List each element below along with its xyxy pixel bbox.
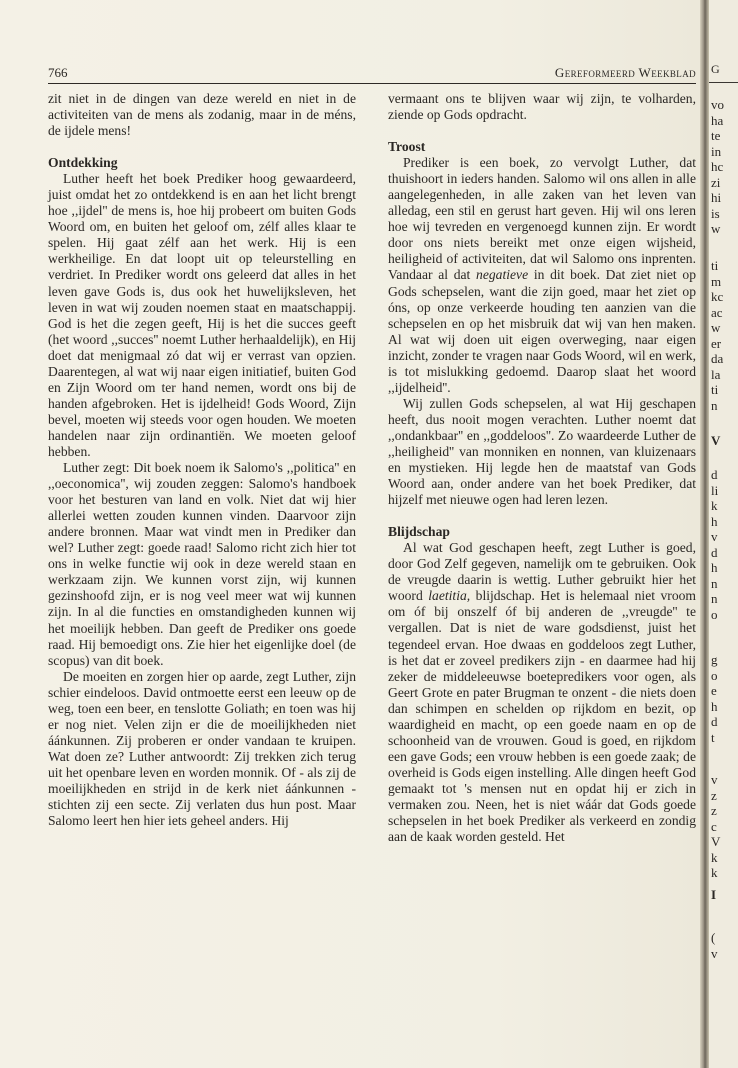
next-page-line-fragment: ac — [711, 304, 723, 320]
next-page-line-fragment: vo — [711, 97, 724, 112]
paragraph — [388, 540, 696, 845]
next-page-line-fragment: te — [711, 128, 721, 143]
next-page-line-fragment: ( — [711, 930, 716, 945]
next-page-line-fragment: n — [711, 575, 718, 591]
next-page-line-fragment: v — [711, 772, 718, 787]
next-page-line-fragment: v — [711, 945, 718, 961]
next-page-line-fragment: kc — [711, 289, 724, 304]
next-page-line-fragment: d — [711, 467, 718, 482]
header-rule — [48, 83, 696, 84]
next-page-line-fragment: c — [711, 818, 717, 834]
next-page-line-fragment: t — [711, 729, 715, 745]
next-page-line-fragment: k — [711, 849, 718, 865]
next-page-line-fragment: ha — [711, 112, 724, 128]
section-heading-ontdekking: Ontdekking — [48, 155, 118, 171]
next-page-line-fragment: d — [711, 544, 718, 560]
next-page-line-fragment: w — [711, 320, 721, 335]
next-page-header-fragment: G — [711, 62, 721, 76]
next-page-line-fragment: li — [711, 482, 719, 498]
next-page-heading-fragment: V — [711, 433, 721, 448]
right-column — [388, 91, 696, 845]
left-intro-paragraph: zit niet in de dingen van deze wereld en niet in de activiteiten van de mens als zodanig, maar in de méns, de ijdele mens! — [48, 91, 356, 139]
next-page-line-fragment: da — [711, 351, 724, 366]
next-page-line-fragment: k — [711, 498, 718, 513]
next-page-line-fragment: is — [711, 205, 720, 221]
next-page-line-fragment: er — [711, 335, 722, 351]
next-page-line-fragment: ti — [711, 382, 719, 397]
next-page-line-fragment: h — [711, 513, 718, 529]
next-page-line-fragment: h — [711, 560, 718, 575]
emphasis-negatieve: negatieve — [476, 267, 529, 283]
page-header — [48, 65, 696, 83]
next-page-line-fragment: hi — [711, 190, 722, 205]
next-page-line-fragment: e — [711, 683, 717, 698]
next-page-line-fragment: h — [711, 698, 718, 714]
next-page-line-fragment: in — [711, 143, 722, 159]
next-page-line-fragment: ti — [711, 258, 719, 273]
next-page-line-fragment: w — [711, 221, 721, 236]
next-page-line-fragment: o — [711, 667, 718, 683]
text-run: in dit boek. Dat ziet niet op Gods schepselen, want die zijn goed, maar het ziet op óns, op onze verkeerde houding ten aanzien van die schepselen en op het misbruik dat wij van hen maken. Al wat wij doen uit eigen overweging, naar eigen inzicht, zonder te vragen naar Gods Woord, wil en werk, is tot mislukking gedoemd. Daarop slaat het woord ,,ijdelheid''. — [388, 267, 696, 395]
page-number: 766 — [48, 65, 68, 80]
next-page-line-fragment: k — [711, 865, 718, 880]
next-page-line-fragment: o — [711, 606, 718, 622]
next-page-line-fragment: V — [711, 834, 721, 849]
next-page-line-fragment: d — [711, 714, 718, 729]
right-intro-paragraph: vermaant ons te blijven waar wij zijn, te volharden, ziende op Gods opdracht. — [388, 91, 696, 123]
section-heading-troost: Troost — [388, 139, 426, 155]
journal-title: Gereformeerd Weekblad — [554, 65, 696, 80]
paragraph: Luther heeft het boek Prediker hoog gewaardeerd, juist omdat het zo ontdekkend is en aan het licht brengt hoe ,,ijdel'' de mens is, hoe hij probeert om buiten Gods Woord om, en buiten het geloof om, zélf alles klaar te spelen. Hij gaat zélf aan het werk. Hij is een werkheilige. En dat loopt uit op teleurstelling en verdriet. In Prediker wordt ons geleerd dat alles in het leven gave Gods is, dus ook het huwelijksleven, het leven in wat wij zouden noemen staat en maatschappij. God is het die zegen geeft, Hij is het die succes geeft (het woord ,,succes'' noemt Luther herhaaldelijk), en Hij doet dat menigmaal zó dat wij er verrast van opzien. Daarentegen, al wat wij naar eigen initiatief, buiten God en Zijn Woord om ter hand nemen, wordt ons bij de handen afgebroken. Het is ijdelheid! Gods Woord, Zijn bevel, moeten wij steeds voor ogen houden. We moeten handelen naar zijn ordinantiën. We moeten geloof hebben. — [48, 171, 356, 459]
next-page-line-fragment: zi — [711, 174, 721, 190]
paragraph: De moeiten en zorgen hier op aarde, zegt Luther, zijn schier eindeloos. David ontmoette eerst een leeuw op de weg, toen een beer, en tenslotte Goliath; en toen was hij er nog niet. Velen zijn er die de moeilijkheden niet áánkunnen. Zij proberen er onder vandaan te kruipen. Wat doen ze? Luther antwoordt: Zij trekken zich terug uit het openbare leven en worden monnik. Of - als zij de moeilijkheden en strijd in de kerk niet áánkunnen - stichten zij een secte. Zij verlaten dus hun post. Maar Salomo leert hen hier iets geheel anders. Hij — [48, 668, 356, 829]
paragraph — [388, 155, 696, 396]
next-page-line-fragment: hc — [711, 159, 724, 174]
text-run: blijdschap. Het is helemaal niet vroom om óf bij onszelf óf bij anderen de ,,vreugde'' te vergallen. Dat is niet de ware godsdienst, juist het tegendeel ervan. Hoe dwaas en goddeloos zegt Luther, is het dat er zoveel predikers zijn - en daarmee had hij zeker de middeleeuwse boetepredikers voor ogen, als Geert Grote en pater Brugman te onzent - die niets doen dan schimpen en schelden op rijkdom en bezit, op waardigheid en macht, op een goede naam en op de schoonheid van de vrouwen. Goud is goed, en rijkdom een gave Gods; een vrouw hebben is een goede zaak; de overheid is Gods eigen instelling. Alle dingen heeft God gemaakt tot 's mensen nut en opdat hij er zich in vermaken zou. Neen, het is niet wáár dat Gods goede schepselen in het boek Prediker als verkeerd en zondig aan de kaak worden gesteld. Het — [388, 588, 697, 845]
next-page-rule — [709, 82, 738, 83]
next-page-line-fragment: g — [711, 652, 718, 667]
paragraph: Wij zullen Gods schepselen, al wat Hij geschapen heeft, dus nooit mogen verachten. Luther noemt dat ,,ondankbaar'' en ,,goddeloos''. Zo waardeerde Luther de ,,heiligheid'' van monniken en nonnen, van kluizenaars en mystieken. Hij legde hen de maatstaf van Gods Woord aan, onder andere van het boek Prediker, dat hijzelf met nieuwe ogen had leren lezen. — [388, 395, 696, 508]
paragraph: Luther zegt: Dit boek noem ik Salomo's ,,politica'' en ,,oeconomica'', wij zouden zeggen: Salomo's handboek voor het besturen van land en volk. Niet dat wij hier allerlei wetten zouden kunnen vinden. Daarvoor zijn andere bronnen. Maar wat vindt men in Prediker dan wel? Luther zegt: goede raad! Salomo richt zich hier tot ons in welke functie wij ook in deze wereld staan en werkzaam zijn. We kunnen vorst zijn, wij kunnen gezinshoofd zijn, er is nog veel meer wat wij kunnen zijn. In al die functies en omstandigheden kunnen wij het moeilijk hebben. Dan geeft de Prediker ons goede raad. Hij bemoedigt ons. Zie hier het eigenlijke doel (de scopus) van dit boek. — [48, 460, 356, 668]
book-gutter — [700, 0, 709, 1068]
next-page-heading-fragment: I — [711, 887, 717, 902]
text-run: Al wat God geschapen heeft, zegt Luther is goed, door God Zelf gegeven, namelijk om te gebruiken. Ook de vreugde daarin is wettig. Luther gebruikt hier het woord — [388, 540, 696, 604]
left-column — [48, 91, 356, 829]
section-heading-blijdschap: Blijdschap — [388, 524, 450, 540]
next-page-line-fragment: z — [711, 787, 717, 803]
next-page-line-fragment: n — [711, 397, 718, 413]
next-page-line-fragment: la — [711, 366, 721, 382]
text-run: Prediker is een boek, zo vervolgt Luther, dat thuishoort in ieders handen. Salomo wil ons allen in alle aangelegenheden, in alle zaken van het leven van alledag, een stil en gerust hart geven. Hij wil ons leren hoe wij tevreden en vergenoegd kunnen zijn. Er wordt door ons niets bereikt met onze eigen wijsheid, heiligheid of activiteiten, dat wil Salomo ons inprenten. Vandaar al dat — [388, 155, 696, 283]
next-page-line-fragment: m — [711, 273, 722, 289]
next-page-line-fragment: z — [711, 803, 717, 818]
next-page-edge — [709, 0, 738, 1068]
emphasis-laetitia: laetitia, — [428, 588, 471, 604]
next-page-line-fragment: v — [711, 529, 718, 544]
next-page-line-fragment: n — [711, 591, 718, 606]
